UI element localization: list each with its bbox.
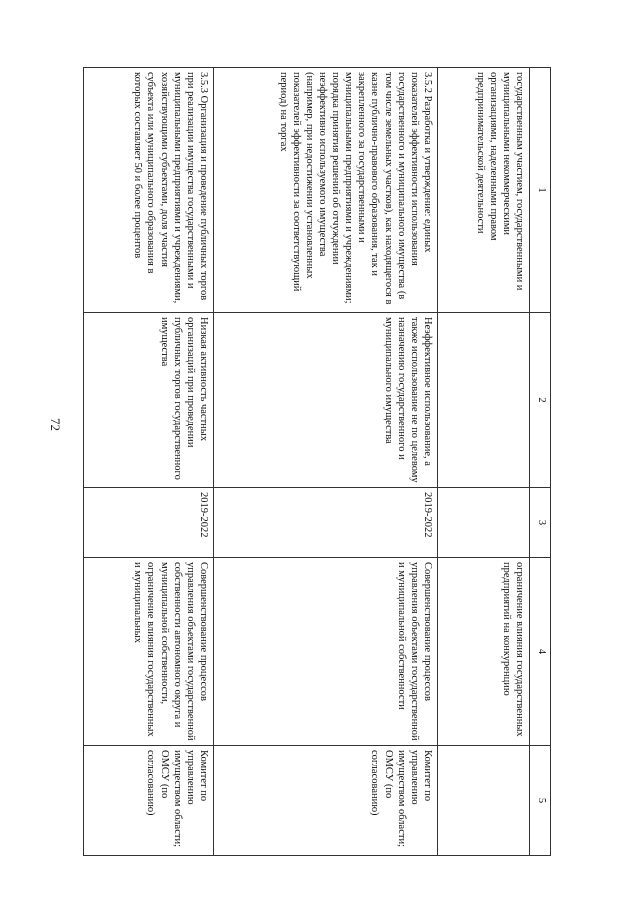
cell-measure: 3.5.2 Разработка и утверждение: единых показателей эффективности использования государственного и муниципального имущества (в том числе земельных участков), как находящегося в казне публично-правового образования, так и закрепленного за государственными и муниципальными предприятиями и учреждениями; порядка принятия решений об отчуждении неэффективно используемого имущества (например, при недостижении установленных показателей эффективности за соответствующий период) на торгах <box>214 68 438 313</box>
cell-responsible <box>438 746 530 856</box>
column-header-4: 4 <box>530 558 551 746</box>
cell-problem <box>438 313 530 488</box>
column-header-2: 2 <box>530 313 551 488</box>
cell-period <box>438 488 530 558</box>
cell-responsible: Комитет по управлению имуществом области; ОМСУ (по согласованию) <box>214 746 438 856</box>
column-header-5: 5 <box>530 746 551 856</box>
page-number: 72 <box>48 418 63 431</box>
cell-problem: Неэффективное использование, а также использование не по целевому назначению государственного и муниципального имущества <box>214 313 438 488</box>
table-header-row <box>530 68 551 856</box>
cell-result: ограничение влияния государственных предприятий на конкуренцию <box>438 558 530 746</box>
table-row <box>214 68 438 856</box>
table-row <box>84 68 214 856</box>
column-header-3: 3 <box>530 488 551 558</box>
rotated-table-container <box>86 67 551 855</box>
table-row <box>438 68 530 856</box>
measures-table <box>83 67 551 856</box>
cell-period: 2019-2022 <box>84 488 214 558</box>
cell-period: 2019-2022 <box>214 488 438 558</box>
cell-responsible: Комитет по управлению имуществом области; ОМСУ (по согласованию) <box>84 746 214 856</box>
cell-measure: государственным участием, государственными и муниципальными некоммерческими организациями, наделенными правом предпринимательской деятельности <box>438 68 530 313</box>
cell-result: Совершенствование процессов управления объектами государственной и муниципальной собственности <box>214 558 438 746</box>
cell-problem: Низкая активность частных организаций при проведении публичных торгов государственного имущества <box>84 313 214 488</box>
column-header-1: 1 <box>530 68 551 313</box>
cell-measure: 3.5.3 Организация и проведение публичных торгов при реализации имущества государственными и муниципальными предприятиями и учреждениями, хозяйствующими субъектами, доля участия субъекта или муниципального образования в которых составляет 50 и более процентов <box>84 68 214 313</box>
cell-result: Совершенствование процессов управления объектами государственной собственности автономного округа и муниципальной собственности, ограничение влияния государственных и муниципальных <box>84 558 214 746</box>
